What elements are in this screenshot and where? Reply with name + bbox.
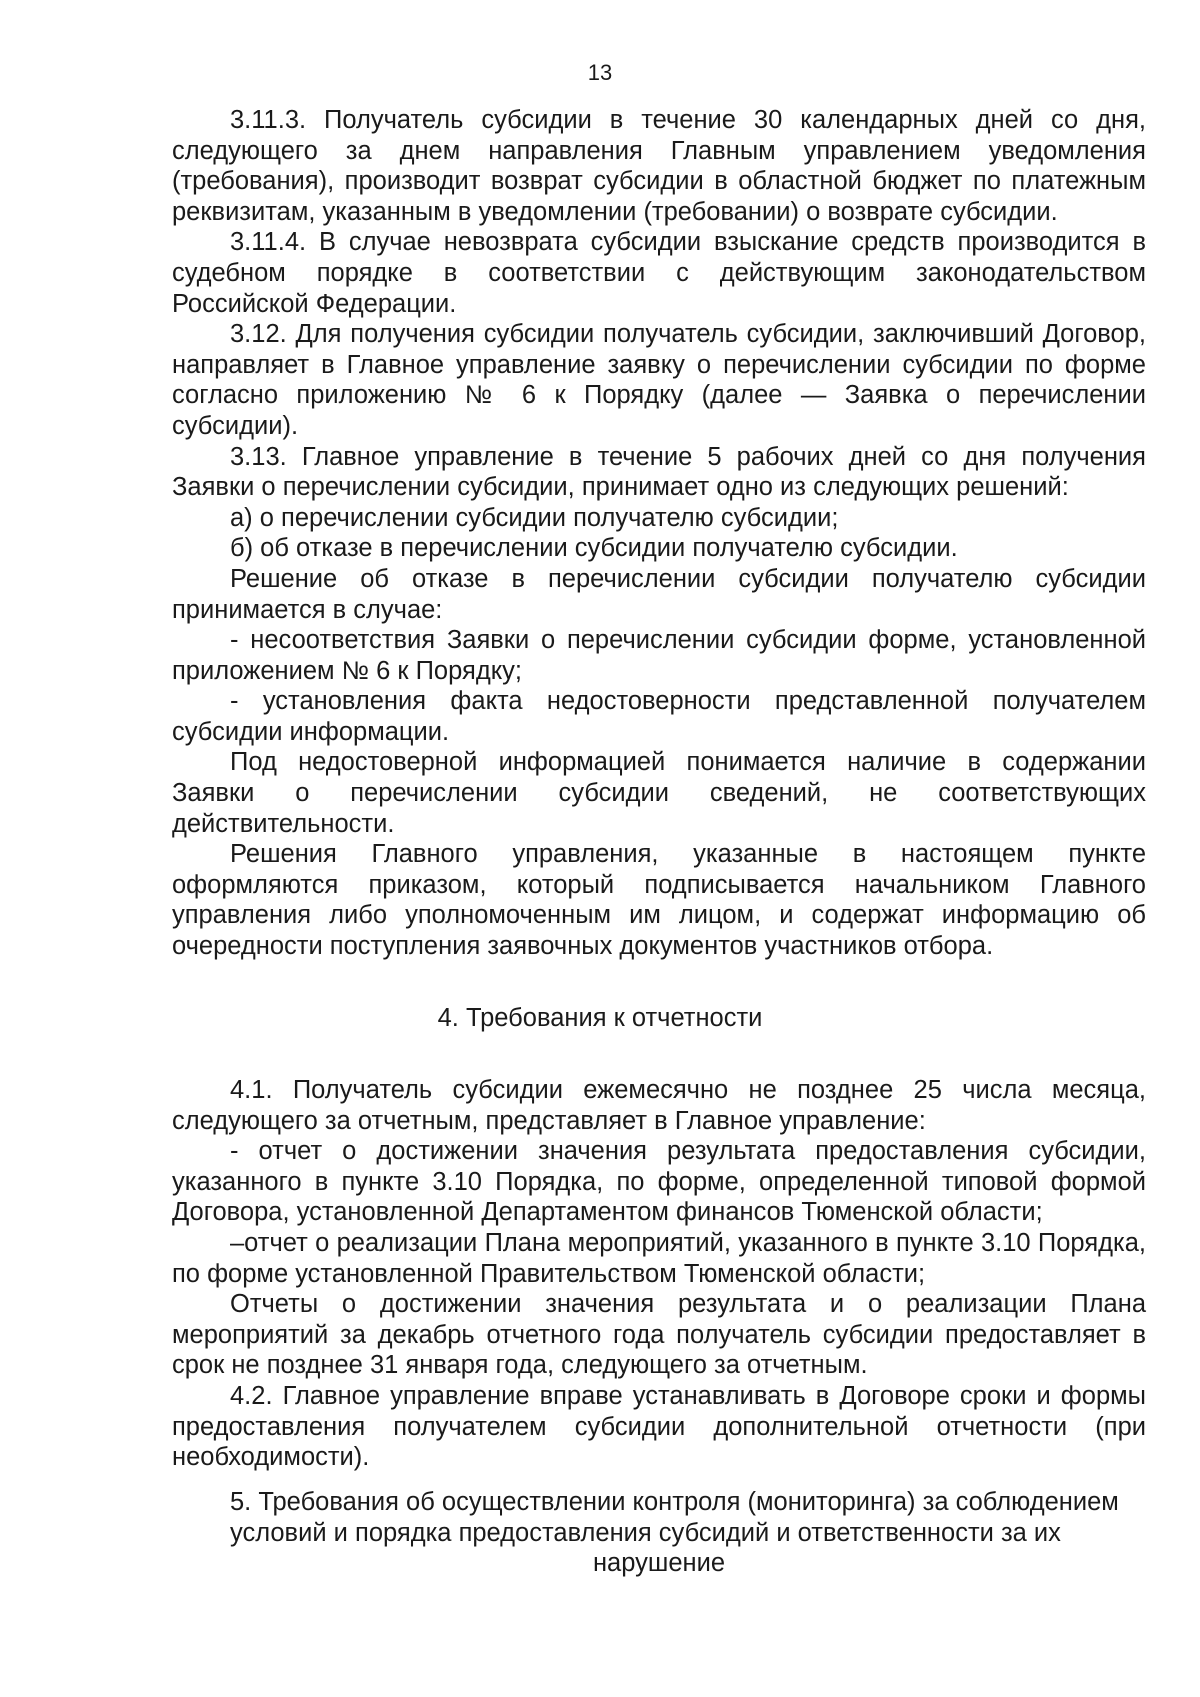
paragraph-report-result: - отчет о достижении значения результата предоставления субсидии, указанного в пункте 3.10 Порядка, по форме, определенной типовой формой Договора, установленной Департаментом финансов Тюменской области;: [172, 1137, 1146, 1227]
section-4-heading: 4. Требования к отчетности: [437, 1004, 763, 1032]
section-5-heading: [172, 1487, 1146, 1579]
paragraph-decisions: Решения Главного управления, указанные в настоящем пункте оформляются приказом, который подписывается начальником Главного управления либо уполномоченным им лицом, и содержат информацию об очередности поступления заявочных документов участников отбора.: [172, 840, 1146, 961]
paragraph-refusal-decision: Решение об отказе в перечислении субсидии получателю субсидии принимается в случае:: [172, 564, 1146, 624]
paragraph-option-b: б) об отказе в перечислении субсидии получателю субсидии.: [230, 534, 958, 563]
paragraph-4-1: 4.1. Получатель субсидии ежемесячно не позднее 25 числа месяца, следующего за отчетным, представляет в Главное управление:: [172, 1076, 1146, 1135]
section-5-heading-line-3: нарушение: [592, 1549, 726, 1578]
section-5-heading-line-1: 5. Требования об осуществлении контроля (мониторинга) за соблюдением: [230, 1488, 1119, 1516]
section-5-heading-line-2: условий и порядка предоставления субсидий и ответственности за их: [230, 1518, 1061, 1547]
paragraph-option-a: а) о перечислении субсидии получателю субсидии;: [230, 503, 839, 532]
paragraph-3-12: 3.12. Для получения субсидии получатель субсидии, заключивший Договор, направляет в Главное управление заявку о перечислении субсидии по форме согласно приложению № 6 к Порядку (далее — Заявка о перечислении субсидии).: [172, 320, 1146, 440]
paragraph-3-11-3: 3.11.3. Получатель субсидии в течение 30 календарных дней со дня, следующего за днем направления Главным управлением уведомления (требования), производит возврат субсидии в областной бюджет по платежным реквизитам, указанным в уведомлении (требовании) о возврате субсидии.: [172, 106, 1146, 226]
paragraph-unreliable-info: Под недостоверной информацией понимается наличие в содержании Заявки о перечислении субсидии сведений, не соответствующих действительности.: [172, 748, 1146, 838]
paragraph-december-reports: Отчеты о достижении значения результата и о реализации Плана мероприятий за декабрь отчетного года получатель субсидии предоставляет в срок не позднее 31 января года, следующего за отчетным.: [172, 1290, 1146, 1380]
page-number: 13: [587, 60, 613, 85]
paragraph-3-13: 3.13. Главное управление в течение 5 рабочих дней со дня получения Заявки о перечислении субсидии, принимает одно из следующих решений:: [172, 442, 1146, 502]
paragraph-refusal-reason-2: - установления факта недостоверности представленной получателем субсидии информации.: [172, 687, 1146, 746]
paragraph-refusal-reason-1: - несоответствия Заявки о перечислении субсидии форме, установленной приложением № 6 к Порядку;: [172, 626, 1146, 685]
paragraph-report-plan: –отчет о реализации Плана мероприятий, указанного в пункте 3.10 Порядка, по форме установленной Правительством Тюменской области;: [172, 1228, 1146, 1288]
paragraph-3-11-4: 3.11.4. В случае невозврата субсидии взыскание средств производится в судебном порядке в соответствии с действующим законодательством Российской Федерации.: [172, 228, 1146, 318]
text-block-section3: [172, 105, 1146, 962]
text-block-section4: [172, 1075, 1146, 1473]
paragraph-4-2: 4.2. Главное управление вправе устанавливать в Договоре сроки и формы предоставления получателем субсидии дополнительной отчетности (при необходимости).: [172, 1381, 1146, 1472]
